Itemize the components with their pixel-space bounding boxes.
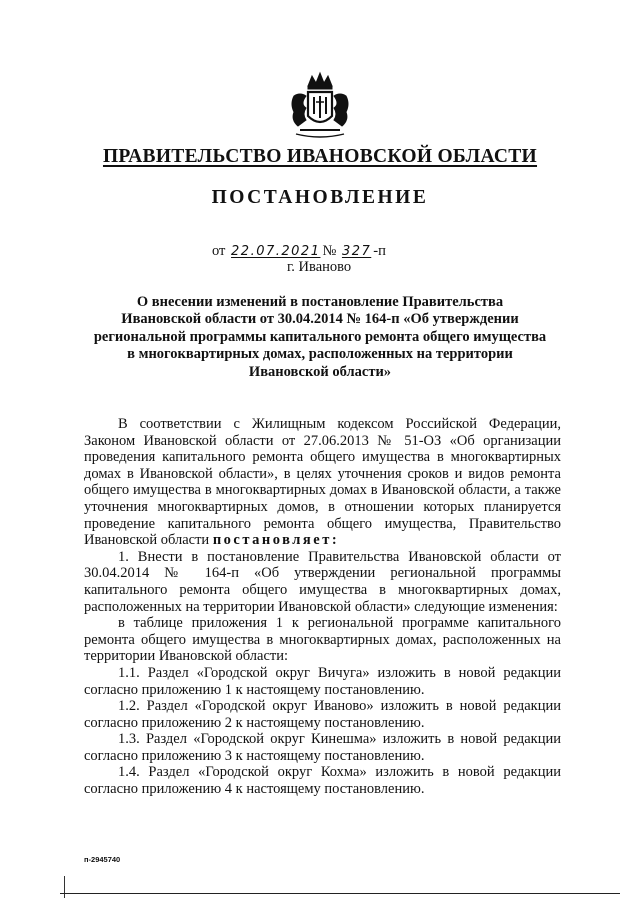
city: г. Иваново	[287, 259, 352, 275]
title-line: О внесении изменений в постановление Правительства	[136, 294, 504, 310]
date-number-line	[212, 243, 386, 260]
margin-mark	[64, 876, 65, 898]
table-intro: в таблице приложения 1 к региональной программе капитального ремонта общего имущества в многоквартирных домах, расположенных на территории Ивановской области:	[84, 615, 561, 665]
title-line: региональной программы капитального ремонта общего имущества	[93, 328, 547, 345]
preamble-paragraph	[84, 416, 561, 549]
number-value: 327	[341, 244, 372, 259]
document-title	[80, 294, 560, 381]
number-sign: №	[322, 243, 337, 259]
title-line: Ивановской области от 30.04.2014 № 164-п «Об утверждении	[121, 311, 519, 328]
decree-word: постановляет:	[212, 532, 340, 549]
title-line: Ивановской области»	[248, 363, 392, 380]
date-prefix: от	[212, 243, 226, 259]
coat-of-arms-emblem	[286, 70, 354, 142]
item-1-2: 1.2. Раздел «Городской округ Иваново» изложить в новой редакции согласно приложению 2 к настоящему постановлению.	[84, 698, 561, 731]
title-line: в многоквартирных домах, расположенных на территории	[127, 346, 513, 363]
date-value: 22.07.2021	[231, 244, 321, 259]
item-1-3: 1.3. Раздел «Городской округ Кинешма» изложить в новой редакции согласно приложению 3 к настоящему постановлению.	[84, 731, 561, 764]
preamble-text: В соответствии с Жилищным кодексом Российской Федерации, Законом Ивановской области от 27.06.2013 № 51-ОЗ «Об организации проведения капитального ремонта общего имущества в многоквартирных домах в Ивановской области», в целях уточнения сроков и видов ремонта общего имущества в многоквартирных домах в Ивановской области, а также уточнения многоквартирных домов, в отношении которых планируется проведение капитального ремонта общего имущества, Правительство Ивановской области	[84, 416, 561, 549]
number-suffix: -п	[373, 243, 386, 259]
footer-rule	[60, 893, 620, 894]
item-1-1: 1.1. Раздел «Городской округ Вичуга» изложить в новой редакции согласно приложению 1 к настоящему постановлению.	[84, 664, 561, 698]
document-body	[84, 416, 561, 798]
item-1: 1. Внести в постановление Правительства Ивановской области от 30.04.2014 № 164-п «Об утверждении региональной программы капитального ремонта общего имущества в многоквартирных домах, расположенных на территории Ивановской области» следующие изменения:	[84, 548, 561, 615]
document-code: п-2945740	[84, 855, 121, 864]
organization-name: ПРАВИТЕЛЬСТВО ИВАНОВСКОЙ ОБЛАСТИ	[102, 146, 538, 167]
document-type: ПОСТАНОВЛЕНИЕ	[211, 187, 429, 208]
item-1-4: 1.4. Раздел «Городской округ Кохма» изложить в новой редакции согласно приложению 4 к настоящему постановлению.	[84, 764, 561, 798]
